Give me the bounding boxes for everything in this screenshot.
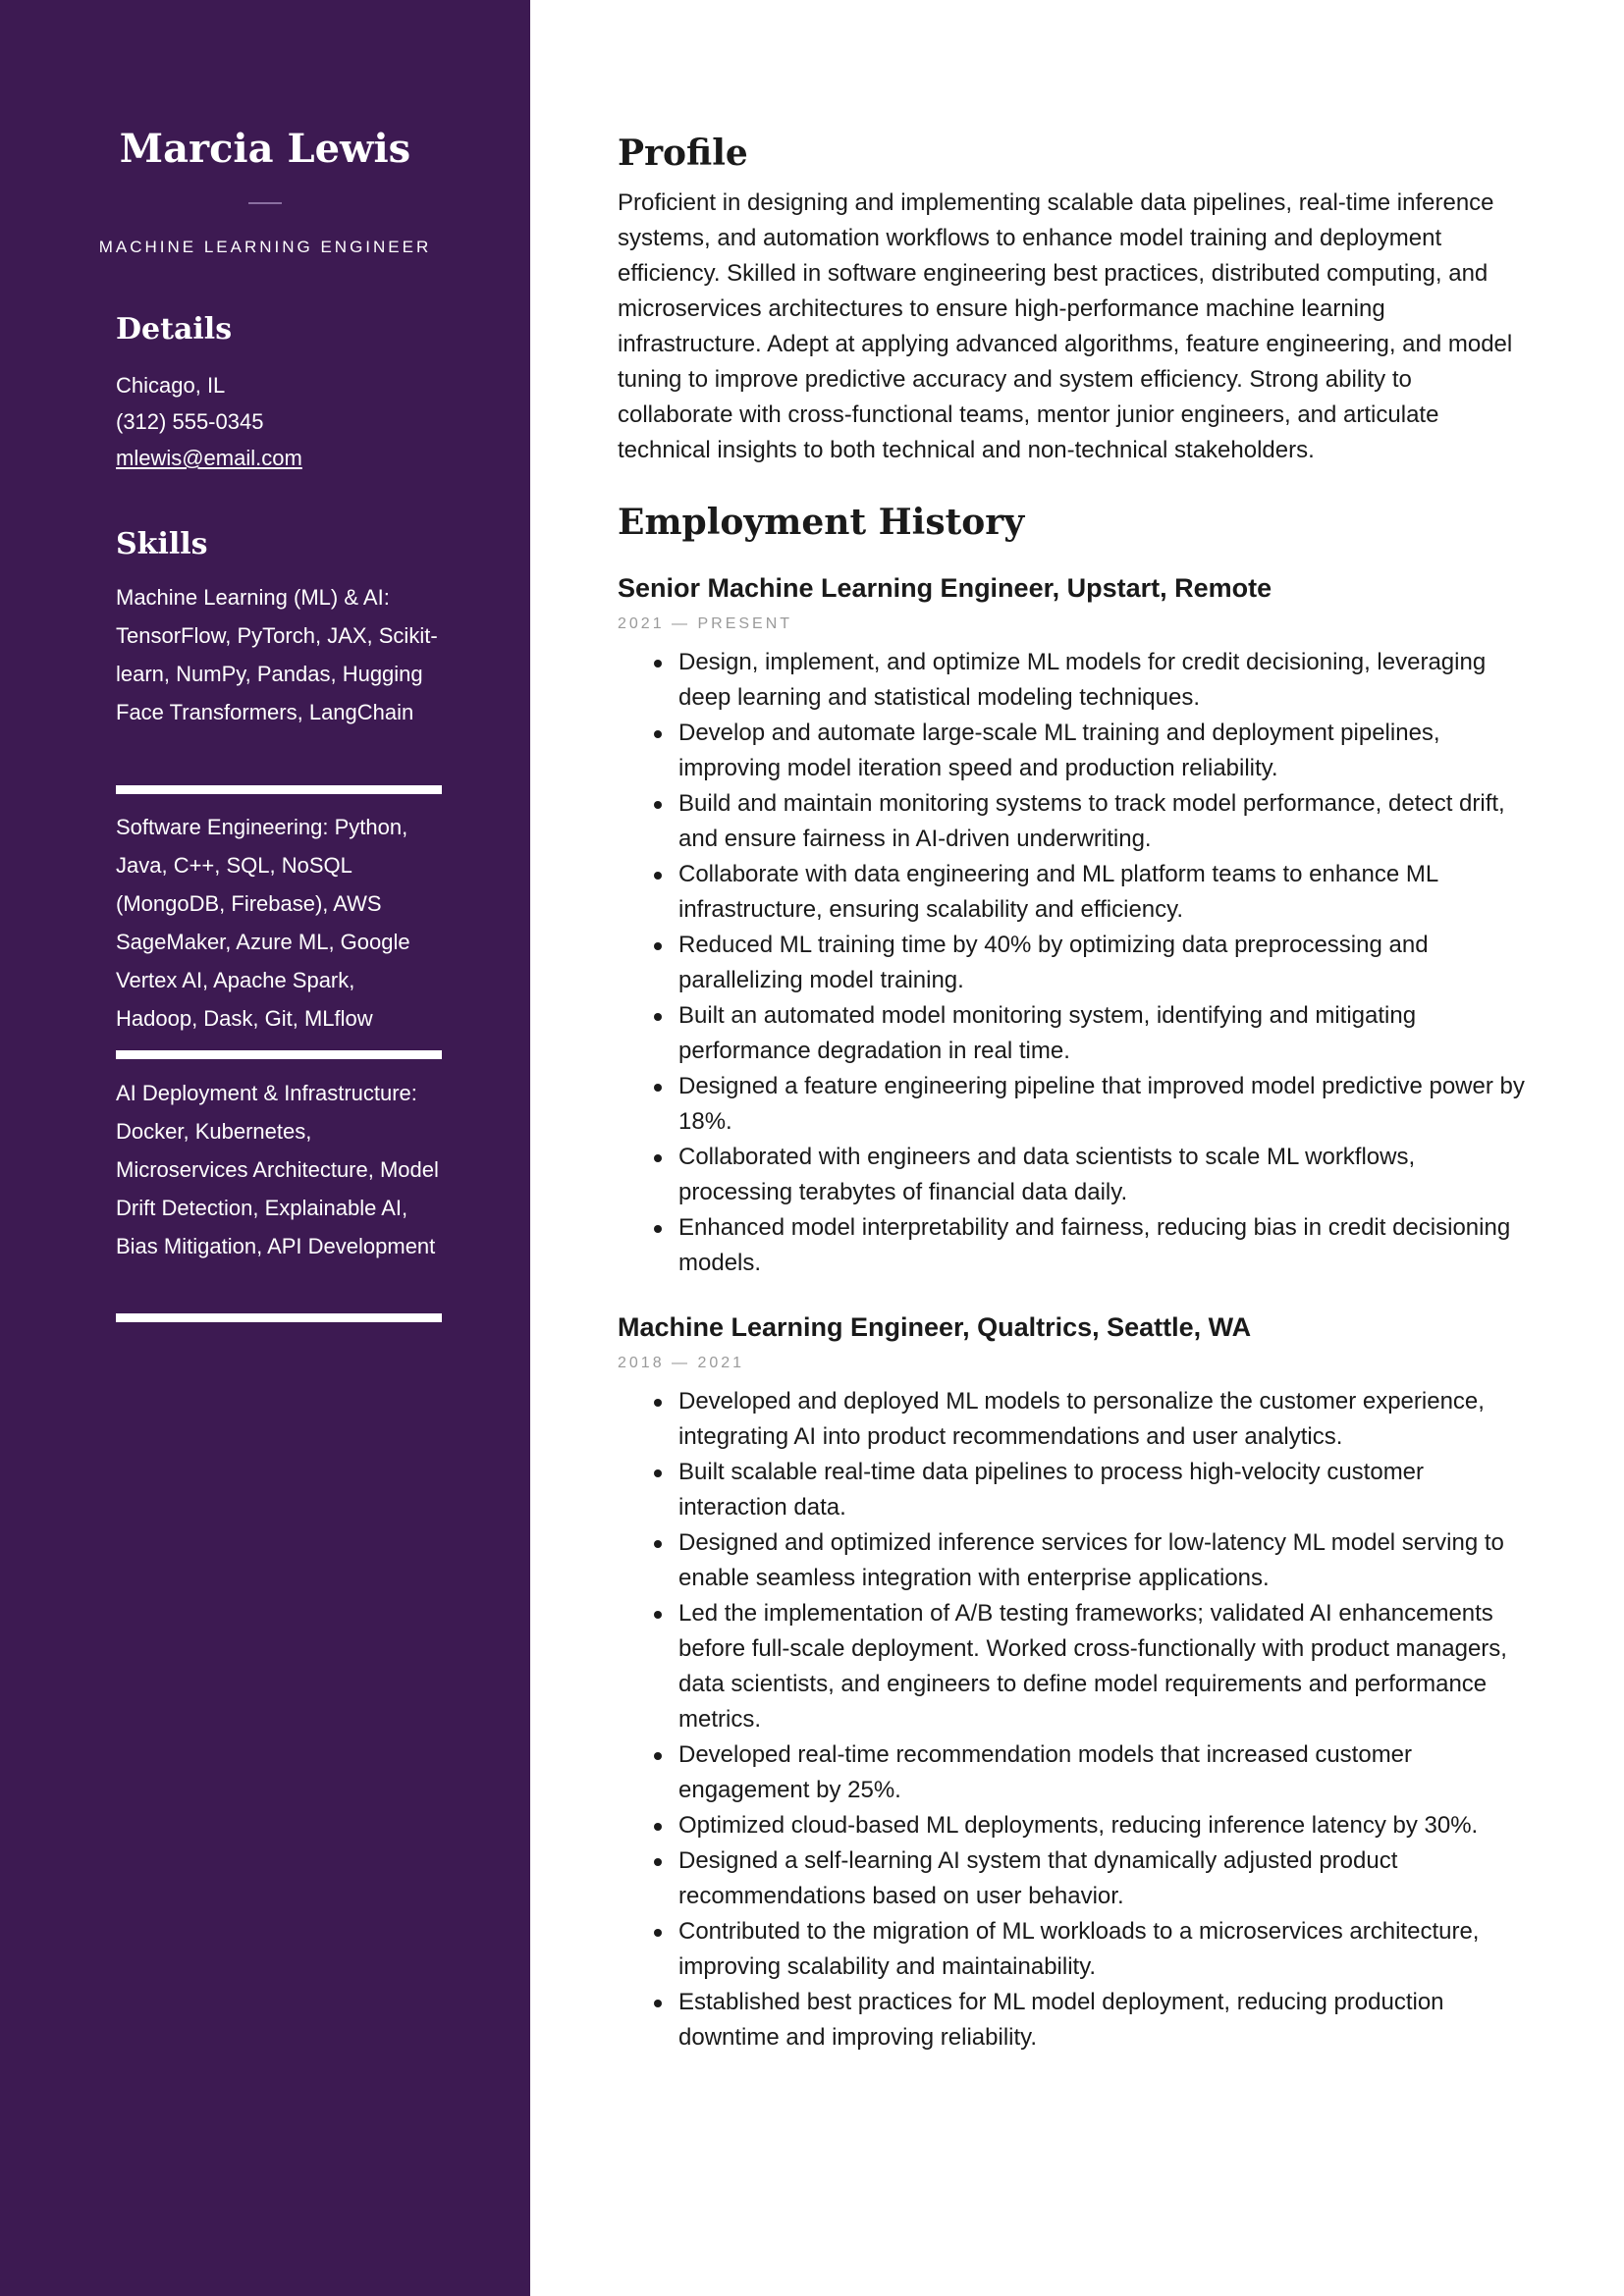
skill-item: Machine Learning (ML) & AI: TensorFlow, PyTorch, JAX, Scikit-learn, NumPy, Pandas, Hugging Face Transformers, LangChain bbox=[116, 585, 438, 724]
profile-text: Proficient in designing and implementing scalable data pipelines, real-time inference systems, and automation workflows to enhance model training and deployment efficiency. Skilled in software engineering best practices, distributed computing, and microservices architectures to ensure high-performance machine learning infrastructure. Adept at applying advanced algorithms, feature engineering, and model tuning to improve predictive accuracy and system efficiency. Strong ability to collaborate with cross-functional teams, mentor junior engineers, and articulate technical insights to both technical and non-technical stakeholders. bbox=[618, 189, 1513, 463]
job-bullet: Developed and deployed ML models to personalize the customer experience, integrating AI into product recommendations and user analytics. bbox=[618, 1384, 1531, 1455]
job-bullet-list bbox=[618, 645, 1531, 1281]
details-heading: Details bbox=[116, 312, 233, 347]
skill-item: AI Deployment & Infrastructure: Docker, Kubernetes, Microservices Architecture, Model Drift Detection, Explainable AI, Bias Mitigation, API Development bbox=[116, 1081, 439, 1258]
job-bullet: Led the implementation of A/B testing frameworks; validated AI enhancements before full-scale deployment. Worked cross-functionally with product managers, data scientists, and engineers to define model requirements and performance metrics. bbox=[618, 1596, 1531, 1737]
profile-heading: Profile bbox=[618, 133, 748, 174]
detail-phone: (312) 555-0345 bbox=[116, 409, 264, 434]
job-bullet: Designed and optimized inference services for low-latency ML model serving to enable seamless integration with enterprise applications. bbox=[618, 1525, 1531, 1596]
skill-level-bar bbox=[116, 1313, 442, 1322]
job-bullet: Collaborated with engineers and data scientists to scale ML workflows, processing terabytes of financial data daily. bbox=[618, 1140, 1531, 1210]
candidate-title: MACHINE LEARNING ENGINEER bbox=[98, 238, 432, 256]
job-bullet: Designed a feature engineering pipeline that improved model predictive power by 18%. bbox=[618, 1069, 1531, 1140]
skill-level-bar bbox=[116, 1050, 442, 1059]
job-bullet: Contributed to the migration of ML workloads to a microservices architecture, improving scalability and maintainability. bbox=[618, 1914, 1531, 1985]
skill-level-bar bbox=[116, 785, 442, 794]
job-bullet: Design, implement, and optimize ML models for credit decisioning, leveraging deep learning and statistical modeling techniques. bbox=[618, 645, 1531, 716]
job-bullet: Build and maintain monitoring systems to track model performance, detect drift, and ensure fairness in AI-driven underwriting. bbox=[618, 786, 1531, 857]
details-list bbox=[116, 367, 302, 476]
detail-email-link[interactable]: mlewis@email.com bbox=[116, 446, 302, 470]
job-bullet: Reduced ML training time by 40% by optimizing data preprocessing and parallelizing model training. bbox=[618, 928, 1531, 998]
job-bullet: Designed a self-learning AI system that dynamically adjusted product recommendations based on user behavior. bbox=[618, 1843, 1531, 1914]
job-bullet: Built an automated model monitoring system, identifying and mitigating performance degradation in real time. bbox=[618, 998, 1531, 1069]
job-bullet-list bbox=[618, 1384, 1531, 2056]
job-heading: Senior Machine Learning Engineer, Upstart, Remote bbox=[618, 573, 1272, 603]
employment-heading: Employment History bbox=[618, 502, 1025, 543]
job-bullet: Enhanced model interpretability and fairness, reducing bias in credit decisioning models. bbox=[618, 1210, 1531, 1281]
detail-location: Chicago, IL bbox=[116, 373, 226, 398]
job-bullet: Collaborate with data engineering and ML platform teams to enhance ML infrastructure, ensuring scalability and efficiency. bbox=[618, 857, 1531, 928]
skill-item: Software Engineering: Python, Java, C++, SQL, NoSQL (MongoDB, Firebase), AWS SageMaker, Azure ML, Google Vertex AI, Apache Spark, Hadoop, Dask, Git, MLflow bbox=[116, 815, 410, 1031]
sidebar bbox=[0, 0, 530, 2296]
job-bullet: Develop and automate large-scale ML training and deployment pipelines, improving model iteration speed and production reliability. bbox=[618, 716, 1531, 786]
job-dates: 2021 — PRESENT bbox=[618, 615, 793, 632]
job-bullet: Established best practices for ML model deployment, reducing production downtime and improving reliability. bbox=[618, 1985, 1531, 2056]
name-divider bbox=[248, 202, 282, 204]
skills-heading: Skills bbox=[116, 527, 208, 561]
job-bullet: Optimized cloud-based ML deployments, reducing inference latency by 30%. bbox=[618, 1808, 1531, 1843]
job-dates: 2018 — 2021 bbox=[618, 1355, 745, 1371]
candidate-name: Marcia Lewis bbox=[119, 126, 411, 172]
job-bullet: Built scalable real-time data pipelines to process high-velocity customer interaction data. bbox=[618, 1455, 1531, 1525]
job-bullet: Developed real-time recommendation models that increased customer engagement by 25%. bbox=[618, 1737, 1531, 1808]
job-heading: Machine Learning Engineer, Qualtrics, Seattle, WA bbox=[618, 1312, 1252, 1342]
